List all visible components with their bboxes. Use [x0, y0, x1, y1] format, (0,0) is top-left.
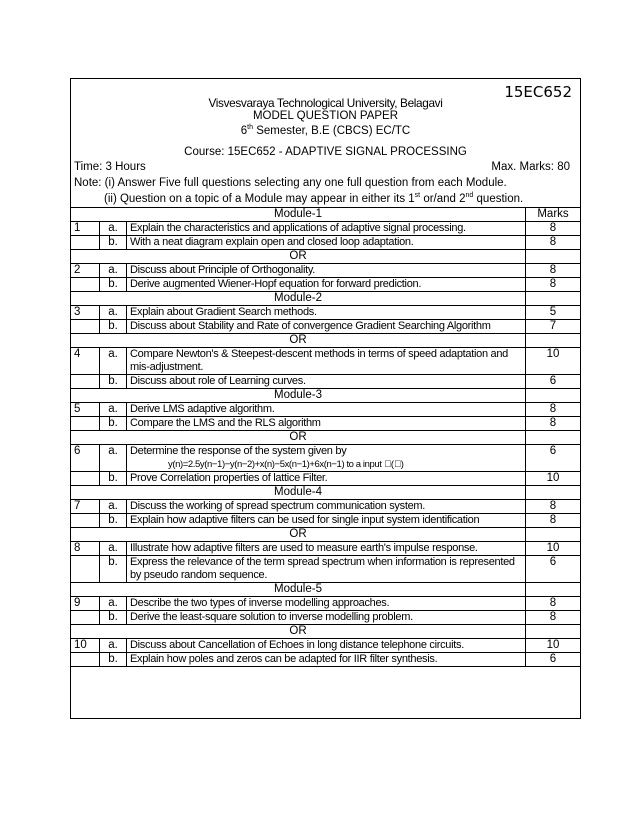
question-marks: 6 — [526, 375, 581, 389]
question-text — [127, 611, 526, 625]
or-row — [71, 625, 581, 639]
question-part: b. — [100, 375, 127, 389]
note-text-a: (ii) Question on a topic of a Module may appear in either its 1 — [104, 192, 415, 205]
marks-header-blank — [526, 389, 581, 403]
question-part: b. — [100, 611, 127, 625]
paper-type: MODEL QUESTION PAPER — [252, 110, 399, 122]
question-number — [71, 514, 100, 528]
or-separator: OR — [71, 334, 526, 348]
module-header-row — [71, 292, 581, 306]
question-text-content: Prove Correlation properties of lattice Filter. — [130, 472, 328, 484]
question-number — [71, 236, 100, 250]
or-marks-blank — [526, 431, 581, 445]
question-part: b. — [100, 514, 127, 528]
semester-superscript: th — [247, 124, 254, 131]
course-title: Course: 15EC652 - ADAPTIVE SIGNAL PROCESSING — [184, 146, 467, 158]
question-text-content: Explain how adaptive filters can be used for single input system identification — [130, 514, 480, 526]
question-number: 4 — [71, 348, 100, 375]
question-marks: 5 — [526, 306, 581, 320]
question-number — [71, 320, 100, 334]
question-text-content: Explain about Gradient Search methods. — [130, 306, 317, 318]
module-title: Module-5 — [71, 583, 526, 597]
question-marks: 6 — [526, 556, 581, 583]
question-part: b. — [100, 417, 127, 431]
question-row — [71, 500, 581, 514]
module-title: Module-2 — [71, 292, 526, 306]
question-text-content: Discuss about Stability and Rate of convergence Gradient Searching Algorithm — [130, 320, 491, 332]
question-marks: 8 — [526, 500, 581, 514]
question-marks: 8 — [526, 611, 581, 625]
note-text-c: question. — [473, 192, 524, 205]
question-row — [71, 306, 581, 320]
question-marks: 10 — [526, 472, 581, 486]
question-marks: 8 — [526, 236, 581, 250]
question-text — [127, 514, 526, 528]
question-number: 7 — [71, 500, 100, 514]
semester-text: Semester, B.E (CBCS) EC/TC — [253, 124, 411, 137]
question-text — [127, 639, 526, 653]
question-marks: 10 — [526, 348, 581, 375]
question-marks: 8 — [526, 403, 581, 417]
question-marks: 10 — [526, 542, 581, 556]
question-row — [71, 653, 581, 667]
question-part: b. — [100, 320, 127, 334]
question-text-content: Illustrate how adaptive filters are used to measure earth's impulse response. — [130, 542, 478, 554]
marks-column-header: Marks — [526, 208, 581, 222]
question-text — [127, 222, 526, 236]
or-separator: OR — [71, 625, 526, 639]
question-part: a. — [100, 306, 127, 320]
or-marks-blank — [526, 250, 581, 264]
question-text-content: Express the relevance of the term spread spectrum when information is represented by pseudo random sequence. — [130, 556, 515, 581]
question-text — [127, 472, 526, 486]
or-row — [71, 250, 581, 264]
question-row — [71, 222, 581, 236]
question-row — [71, 278, 581, 292]
university-name: Visvesvaraya Technological University, Belagavi — [208, 96, 443, 110]
question-text — [127, 556, 526, 583]
question-text-content: Compare Newton's & Steepest-descent methods in terms of speed adaptation and mis-adjustment. — [130, 348, 508, 373]
question-paper — [70, 78, 581, 719]
question-formula: y(n)=2.5y(n−1)−y(n−2)+x(n)−5x(n−1)+6x(n−1) to a input ⃞(⃞) — [168, 459, 404, 470]
module-title: Module-3 — [71, 389, 526, 403]
question-marks: 8 — [526, 514, 581, 528]
question-text-content: Derive LMS adaptive algorithm. — [130, 403, 275, 415]
question-text — [127, 417, 526, 431]
question-text-content: Discuss the working of spread spectrum communication system. — [130, 500, 426, 512]
question-marks: 8 — [526, 264, 581, 278]
max-marks: Max. Marks: 80 — [491, 161, 570, 173]
question-text — [127, 236, 526, 250]
question-part: b. — [100, 472, 127, 486]
question-row — [71, 597, 581, 611]
question-text-content: Derive augmented Wiener-Hopf equation for forward prediction. — [130, 278, 422, 290]
question-marks: 7 — [526, 320, 581, 334]
marks-header-blank — [526, 583, 581, 597]
question-number — [71, 278, 100, 292]
question-text — [127, 264, 526, 278]
time-allowed: Time: 3 Hours — [74, 161, 146, 173]
question-number: 9 — [71, 597, 100, 611]
question-row — [71, 472, 581, 486]
question-part: a. — [100, 500, 127, 514]
question-part: a. — [100, 639, 127, 653]
question-part: b. — [100, 653, 127, 667]
or-row — [71, 528, 581, 542]
question-number: 10 — [71, 639, 100, 653]
or-separator: OR — [71, 528, 526, 542]
question-number: 2 — [71, 264, 100, 278]
marks-header-blank — [526, 486, 581, 500]
question-number — [71, 653, 100, 667]
note-line-2 — [104, 192, 523, 205]
question-part: a. — [100, 222, 127, 236]
or-row — [71, 334, 581, 348]
note-sup-1: st — [414, 192, 421, 199]
question-part: a. — [100, 403, 127, 417]
question-text — [127, 320, 526, 334]
question-part: a. — [100, 597, 127, 611]
module-title: Module-4 — [71, 486, 526, 500]
question-text-content: Compare the LMS and the RLS algorithm — [130, 417, 321, 429]
question-part: b. — [100, 278, 127, 292]
or-marks-blank — [526, 528, 581, 542]
note-line-1: Note: (i) Answer Five full questions selecting any one full question from each Module. — [74, 177, 507, 189]
question-part: b. — [100, 236, 127, 250]
question-text — [127, 597, 526, 611]
question-row — [71, 403, 581, 417]
question-text-content: Describe the two types of inverse modelling approaches. — [130, 597, 390, 609]
question-marks: 6 — [526, 653, 581, 667]
question-number — [71, 417, 100, 431]
question-text-content: Discuss about Cancellation of Echoes in long distance telephone circuits. — [130, 639, 464, 651]
question-part: a. — [100, 542, 127, 556]
question-number — [71, 611, 100, 625]
or-row — [71, 431, 581, 445]
question-marks: 8 — [526, 278, 581, 292]
question-number: 1 — [71, 222, 100, 236]
question-part: a. — [100, 264, 127, 278]
question-row — [71, 417, 581, 431]
module-header-row — [71, 208, 581, 222]
module-header-row — [71, 486, 581, 500]
question-part: a. — [100, 445, 127, 472]
question-row — [71, 514, 581, 528]
question-number — [71, 472, 100, 486]
question-text-content: Discuss about Principle of Orthogonality. — [130, 264, 315, 276]
question-row — [71, 611, 581, 625]
question-text — [127, 403, 526, 417]
question-text — [127, 375, 526, 389]
question-marks: 8 — [526, 597, 581, 611]
question-text-content: Discuss about role of Learning curves. — [130, 375, 306, 387]
question-marks: 10 — [526, 639, 581, 653]
question-number — [71, 375, 100, 389]
question-row — [71, 639, 581, 653]
question-number: 8 — [71, 542, 100, 556]
question-text-content: Determine the response of the system given by — [130, 445, 347, 457]
question-row — [71, 236, 581, 250]
question-row — [71, 264, 581, 278]
question-text — [127, 445, 526, 472]
question-row — [71, 542, 581, 556]
marks-header-blank — [526, 292, 581, 306]
question-number: 6 — [71, 445, 100, 472]
question-text-content: Explain how poles and zeros can be adapted for IIR filter synthesis. — [130, 653, 438, 665]
question-number: 5 — [71, 403, 100, 417]
question-part: b. — [100, 556, 127, 583]
question-marks: 8 — [526, 417, 581, 431]
or-separator: OR — [71, 431, 526, 445]
question-row — [71, 445, 581, 472]
question-marks: 8 — [526, 222, 581, 236]
question-number — [71, 556, 100, 583]
module-title: Module-1 — [71, 208, 526, 222]
semester-number: 6 — [240, 124, 248, 137]
question-text-content: Explain the characteristics and applications of adaptive signal processing. — [130, 222, 466, 234]
question-row — [71, 320, 581, 334]
semester-line — [71, 124, 580, 137]
note-text-b: or/and 2 — [420, 192, 466, 205]
or-marks-blank — [526, 625, 581, 639]
module-header-row — [71, 583, 581, 597]
question-row — [71, 348, 581, 375]
question-part: a. — [100, 348, 127, 375]
question-text — [127, 278, 526, 292]
question-text-content: Derive the least-square solution to inverse modelling problem. — [130, 611, 413, 623]
question-text-content: With a neat diagram explain open and closed loop adaptation. — [130, 236, 414, 248]
question-number: 3 — [71, 306, 100, 320]
module-header-row — [71, 389, 581, 403]
question-text — [127, 306, 526, 320]
or-marks-blank — [526, 334, 581, 348]
question-text — [127, 542, 526, 556]
question-text — [127, 500, 526, 514]
question-row — [71, 556, 581, 583]
note-sup-2: nd — [465, 192, 474, 199]
or-separator: OR — [71, 250, 526, 264]
question-text — [127, 348, 526, 375]
questions-table — [70, 207, 581, 667]
course-code: 15EC652 — [504, 83, 572, 101]
question-row — [71, 375, 581, 389]
question-text — [127, 653, 526, 667]
question-marks: 6 — [526, 445, 581, 472]
